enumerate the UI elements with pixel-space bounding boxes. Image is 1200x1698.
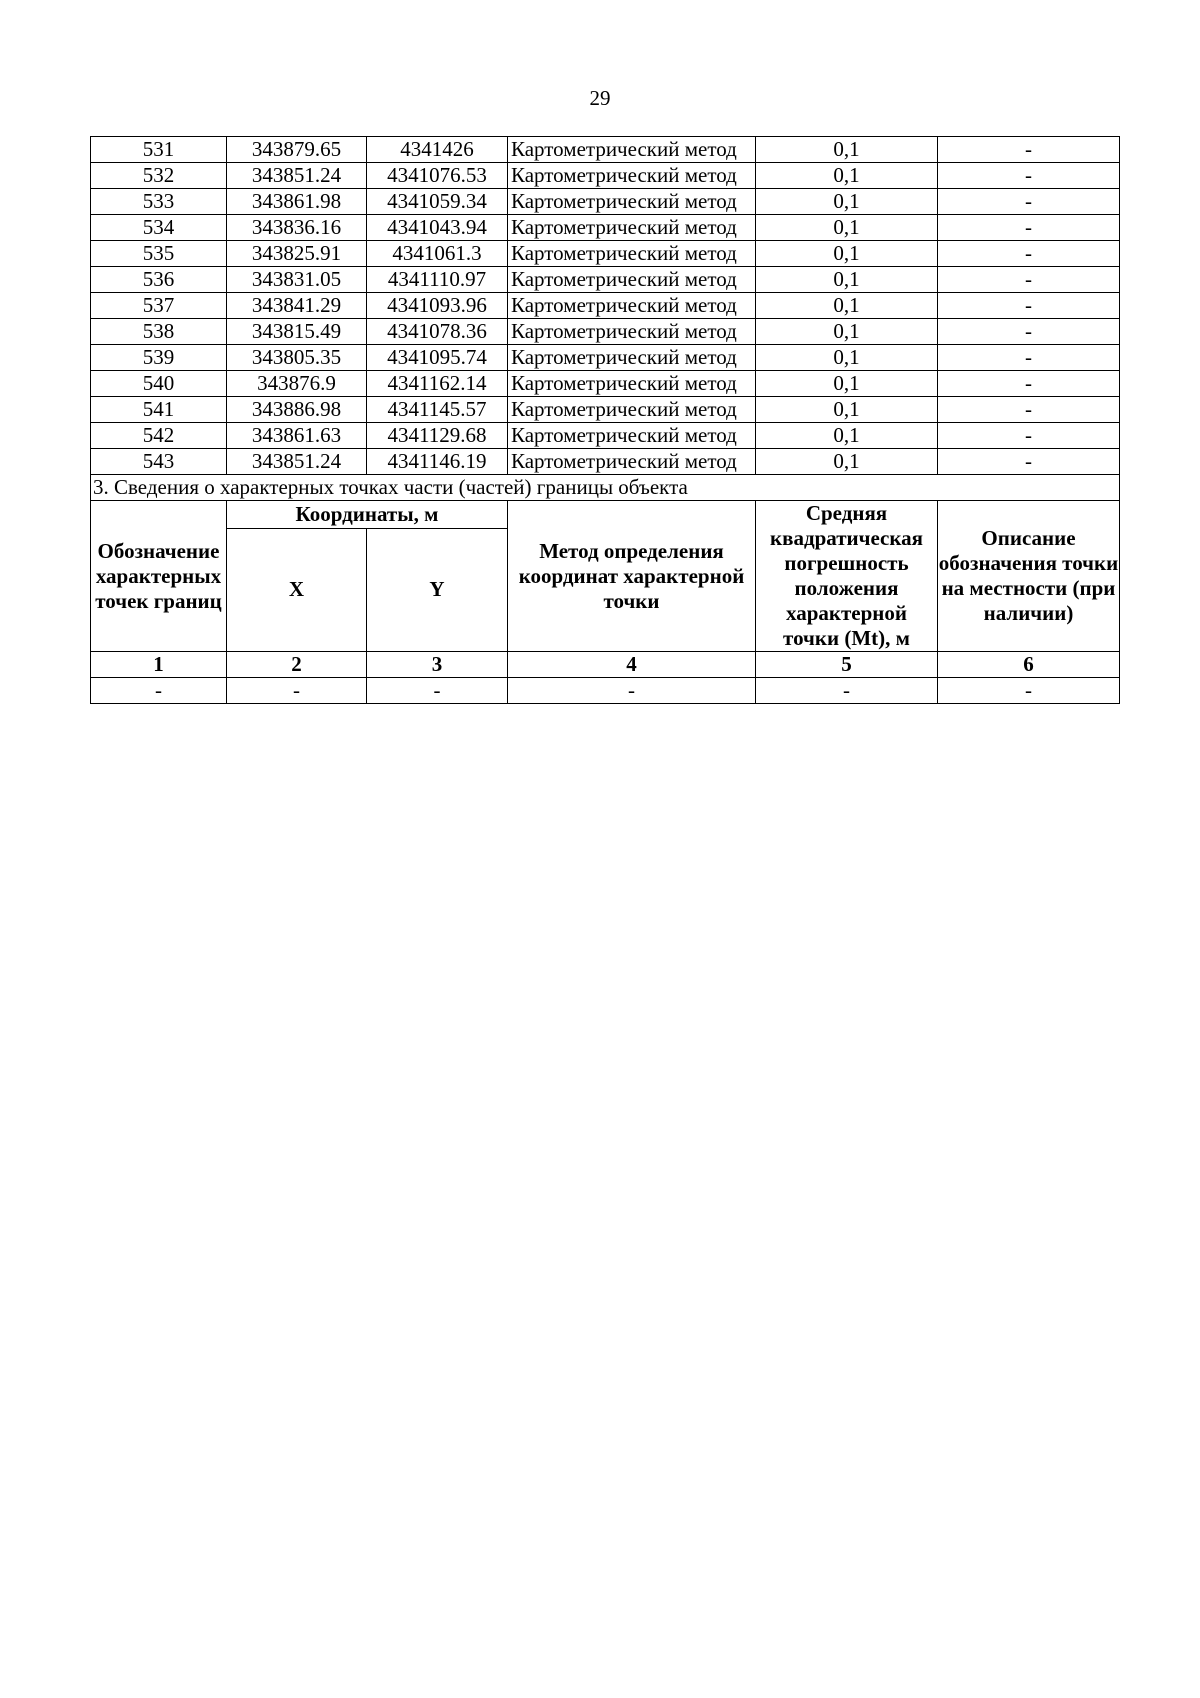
y-cell: 4341061.3 — [367, 241, 508, 267]
point-id-cell: 542 — [91, 423, 227, 449]
point-id-cell: 538 — [91, 319, 227, 345]
point-id-cell: 531 — [91, 137, 227, 163]
empty-row — [91, 678, 1120, 704]
y-cell: 4341043.94 — [367, 215, 508, 241]
table-row — [91, 371, 1120, 397]
column-numbers-row — [91, 652, 1120, 678]
table-row — [91, 345, 1120, 371]
section-title: 3. Сведения о характерных точках части (частей) границы объекта — [91, 475, 1120, 501]
error-cell: 0,1 — [756, 293, 938, 319]
error-cell: 0,1 — [756, 319, 938, 345]
point-id-cell: 535 — [91, 241, 227, 267]
description-cell: - — [938, 215, 1120, 241]
point-id-cell: 534 — [91, 215, 227, 241]
description-cell: - — [938, 371, 1120, 397]
table-row — [91, 137, 1120, 163]
table-row — [91, 423, 1120, 449]
empty-cell: - — [91, 678, 227, 704]
error-cell: 0,1 — [756, 371, 938, 397]
description-cell: - — [938, 241, 1120, 267]
table-row — [91, 319, 1120, 345]
method-cell: Картометрический метод — [508, 189, 756, 215]
empty-cell: - — [227, 678, 367, 704]
description-cell: - — [938, 189, 1120, 215]
column-number: 1 — [91, 652, 227, 678]
method-cell: Картометрический метод — [508, 163, 756, 189]
method-cell: Картометрический метод — [508, 449, 756, 475]
error-cell: 0,1 — [756, 397, 938, 423]
header-method: Метод определения координат характерной точки — [508, 501, 756, 652]
method-cell: Картометрический метод — [508, 293, 756, 319]
section-title-row — [91, 475, 1120, 501]
x-cell: 343861.98 — [227, 189, 367, 215]
x-cell: 343805.35 — [227, 345, 367, 371]
column-number: 4 — [508, 652, 756, 678]
table-row — [91, 293, 1120, 319]
description-cell: - — [938, 423, 1120, 449]
table-row — [91, 397, 1120, 423]
x-cell: 343851.24 — [227, 449, 367, 475]
column-number: 2 — [227, 652, 367, 678]
method-cell: Картометрический метод — [508, 241, 756, 267]
description-cell: - — [938, 163, 1120, 189]
point-id-cell: 536 — [91, 267, 227, 293]
x-cell: 343851.24 — [227, 163, 367, 189]
y-cell: 4341059.34 — [367, 189, 508, 215]
method-cell: Картометрический метод — [508, 137, 756, 163]
data-rows — [91, 137, 1120, 475]
description-cell: - — [938, 345, 1120, 371]
y-cell: 4341078.36 — [367, 319, 508, 345]
point-id-cell: 532 — [91, 163, 227, 189]
coordinates-table — [90, 136, 1120, 704]
description-cell: - — [938, 397, 1120, 423]
method-cell: Картометрический метод — [508, 423, 756, 449]
method-cell: Картометрический метод — [508, 371, 756, 397]
y-cell: 4341095.74 — [367, 345, 508, 371]
point-id-cell: 543 — [91, 449, 227, 475]
x-cell: 343831.05 — [227, 267, 367, 293]
header-description: Описание обозначения точки на местности (при наличии) — [938, 501, 1120, 652]
description-cell: - — [938, 293, 1120, 319]
error-cell: 0,1 — [756, 163, 938, 189]
x-cell: 343836.16 — [227, 215, 367, 241]
point-id-cell: 540 — [91, 371, 227, 397]
y-cell: 4341146.19 — [367, 449, 508, 475]
description-cell: - — [938, 449, 1120, 475]
error-cell: 0,1 — [756, 189, 938, 215]
page-number: 29 — [589, 86, 611, 110]
table-row — [91, 241, 1120, 267]
table-row — [91, 267, 1120, 293]
section3 — [91, 475, 1120, 704]
method-cell: Картометрический метод — [508, 267, 756, 293]
x-cell: 343815.49 — [227, 319, 367, 345]
table-row — [91, 189, 1120, 215]
y-cell: 4341162.14 — [367, 371, 508, 397]
description-cell: - — [938, 137, 1120, 163]
empty-cell: - — [756, 678, 938, 704]
header-y: Y — [367, 528, 508, 651]
point-id-cell: 533 — [91, 189, 227, 215]
method-cell: Картометрический метод — [508, 215, 756, 241]
empty-cell: - — [938, 678, 1120, 704]
y-cell: 4341426 — [367, 137, 508, 163]
y-cell: 4341076.53 — [367, 163, 508, 189]
point-id-cell: 537 — [91, 293, 227, 319]
column-number: 3 — [367, 652, 508, 678]
header-error: Средняя квадратическая погрешность положения характерной точки (Mt), м — [756, 501, 938, 652]
error-cell: 0,1 — [756, 345, 938, 371]
error-cell: 0,1 — [756, 423, 938, 449]
description-cell: - — [938, 267, 1120, 293]
table-row — [91, 215, 1120, 241]
error-cell: 0,1 — [756, 267, 938, 293]
table-row — [91, 449, 1120, 475]
header-designation: Обозначение характерных точек границ — [91, 501, 227, 652]
empty-cell: - — [508, 678, 756, 704]
method-cell: Картометрический метод — [508, 397, 756, 423]
y-cell: 4341145.57 — [367, 397, 508, 423]
description-cell: - — [938, 319, 1120, 345]
method-cell: Картометрический метод — [508, 319, 756, 345]
x-cell: 343886.98 — [227, 397, 367, 423]
column-number: 6 — [938, 652, 1120, 678]
header-x: X — [227, 528, 367, 651]
error-cell: 0,1 — [756, 241, 938, 267]
x-cell: 343876.9 — [227, 371, 367, 397]
point-id-cell: 539 — [91, 345, 227, 371]
error-cell: 0,1 — [756, 449, 938, 475]
header-coordinates: Координаты, м — [227, 501, 508, 529]
table-row — [91, 163, 1120, 189]
column-number: 5 — [756, 652, 938, 678]
y-cell: 4341129.68 — [367, 423, 508, 449]
header-row-1 — [91, 501, 1120, 529]
x-cell: 343879.65 — [227, 137, 367, 163]
x-cell: 343825.91 — [227, 241, 367, 267]
error-cell: 0,1 — [756, 215, 938, 241]
y-cell: 4341093.96 — [367, 293, 508, 319]
y-cell: 4341110.97 — [367, 267, 508, 293]
x-cell: 343841.29 — [227, 293, 367, 319]
x-cell: 343861.63 — [227, 423, 367, 449]
empty-cell: - — [367, 678, 508, 704]
point-id-cell: 541 — [91, 397, 227, 423]
error-cell: 0,1 — [756, 137, 938, 163]
method-cell: Картометрический метод — [508, 345, 756, 371]
